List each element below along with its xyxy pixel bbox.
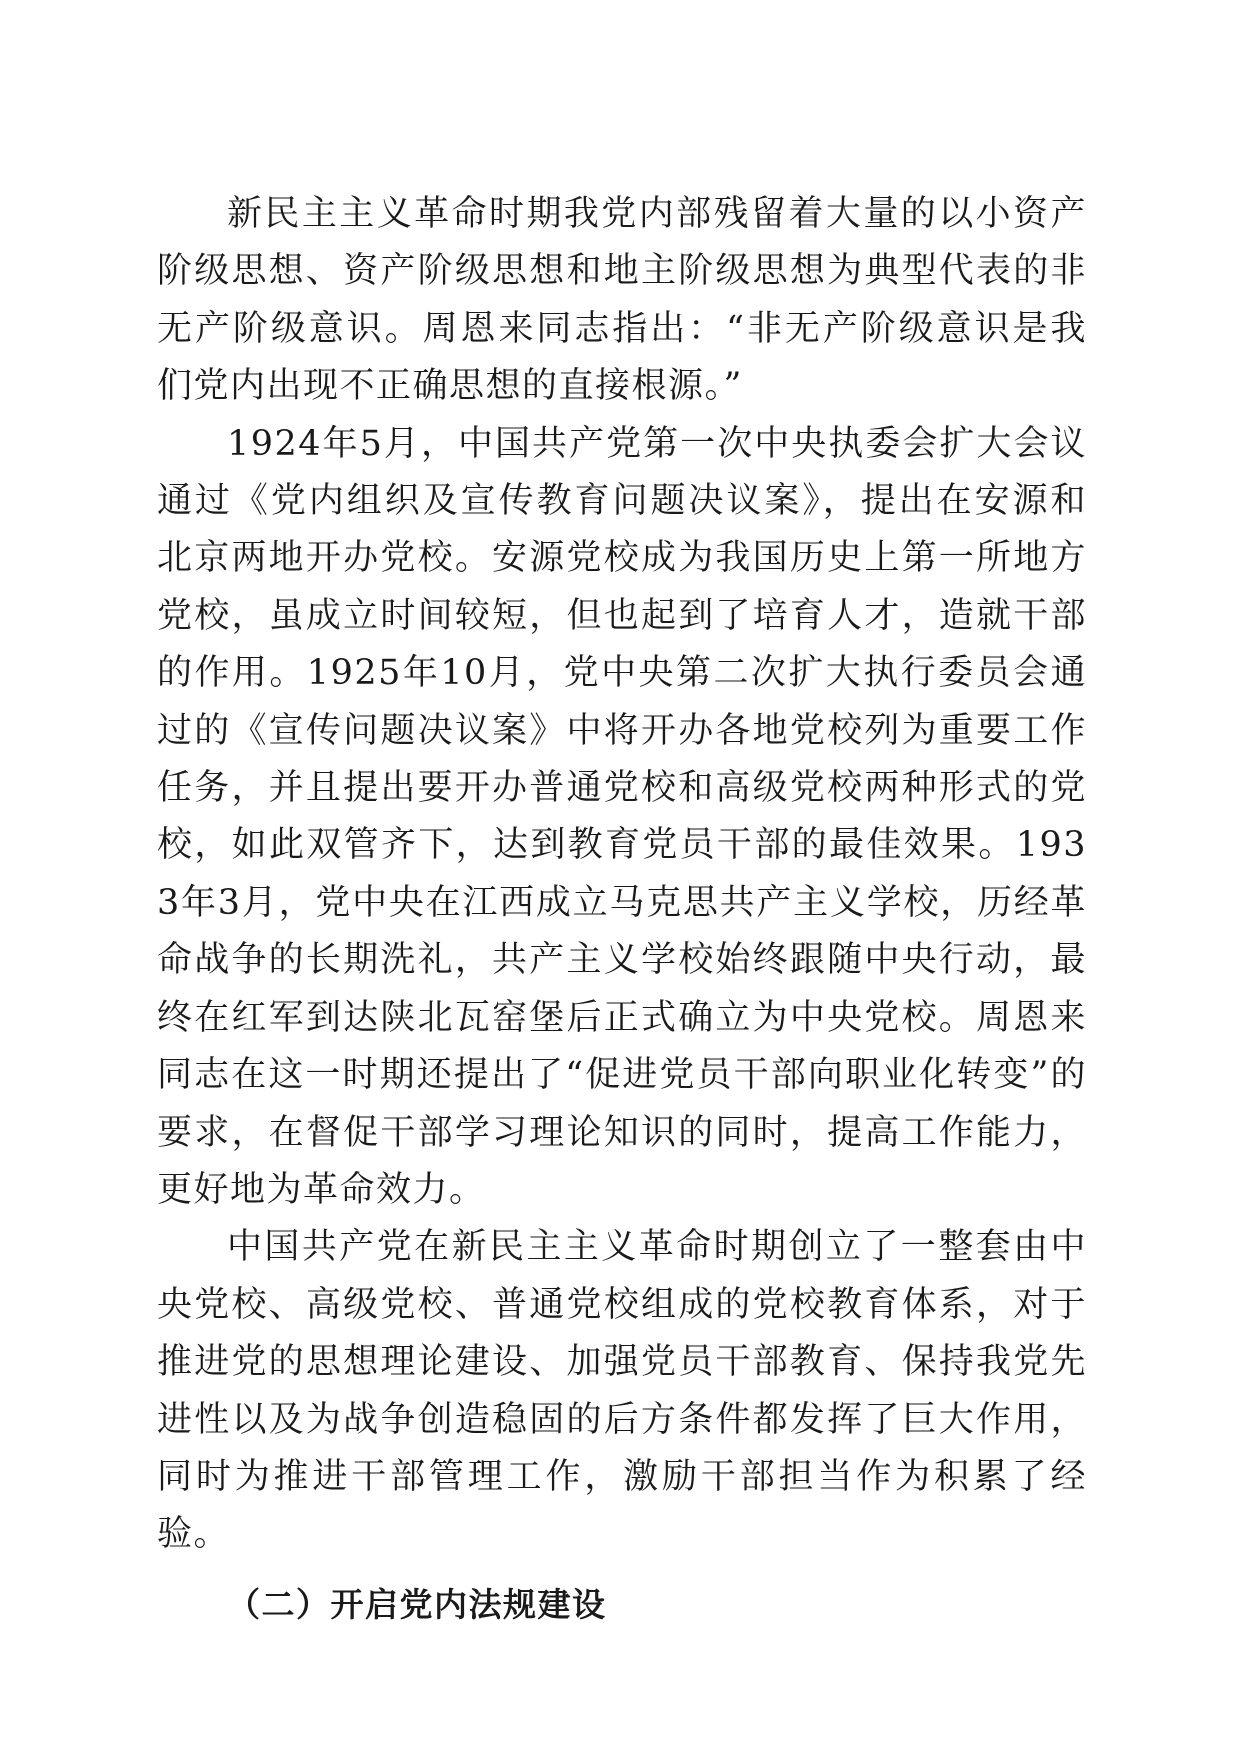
paragraph-party-school-history: 1924年5月，中国共产党第一次中央执委会扩大会议通过《党内组织及宣传教育问题决议案》，提出在安源和北京两地开办党校。安源党校成为我国历史上第一所地方党校，虽成立时间较短，但也起到了培育人才，造就干部的作用。1925年10月，党中央第二次扩大执行委员会通过的《宣传问题决议案》中将开办各地党校列为重要工作任务，并且提出要开办普通党校和高级党校两种形式的党校，如此双管齐下，达到教育党员干部的最佳效果。1933年3月，党中央在江西成立马克思共产主义学校，历经革命战争的长期洗礼，共产主义学校始终跟随中央行动，最终在红军到达陕北瓦窑堡后正式确立为中央党校。周恩来同志在这一时期还提出了“促进党员干部向职业化转变”的要求，在督促干部学习理论知识的同时，提高工作能力，更好地为革命效力。 [157,423,1087,1210]
paragraph-non-proletarian-consciousness: 新民主主义革命时期我党内部残留着大量的以小资产阶级思想、资产阶级思想和地主阶级思想为典型代表的非无产阶级意识。周恩来同志指出：“非无产阶级意识是我们党内出现不正确思想的直接根源。” [157,194,1087,407]
document-body [157,186,1087,1633]
section-heading: （二）开启党内法规建设 [227,1584,607,1624]
paragraph-party-school-system: 中国共产党在新民主主义革命时期创立了一整套由中央党校、高级党校、普通党校组成的党校教育体系，对于推进党的思想理论建设、加强党员干部教育、保持我党先进性以及为战争创造稳固的后方条件都发挥了巨大作用，同时为推进干部管理工作，激励干部担当作为积累了经验。 [157,1227,1087,1555]
